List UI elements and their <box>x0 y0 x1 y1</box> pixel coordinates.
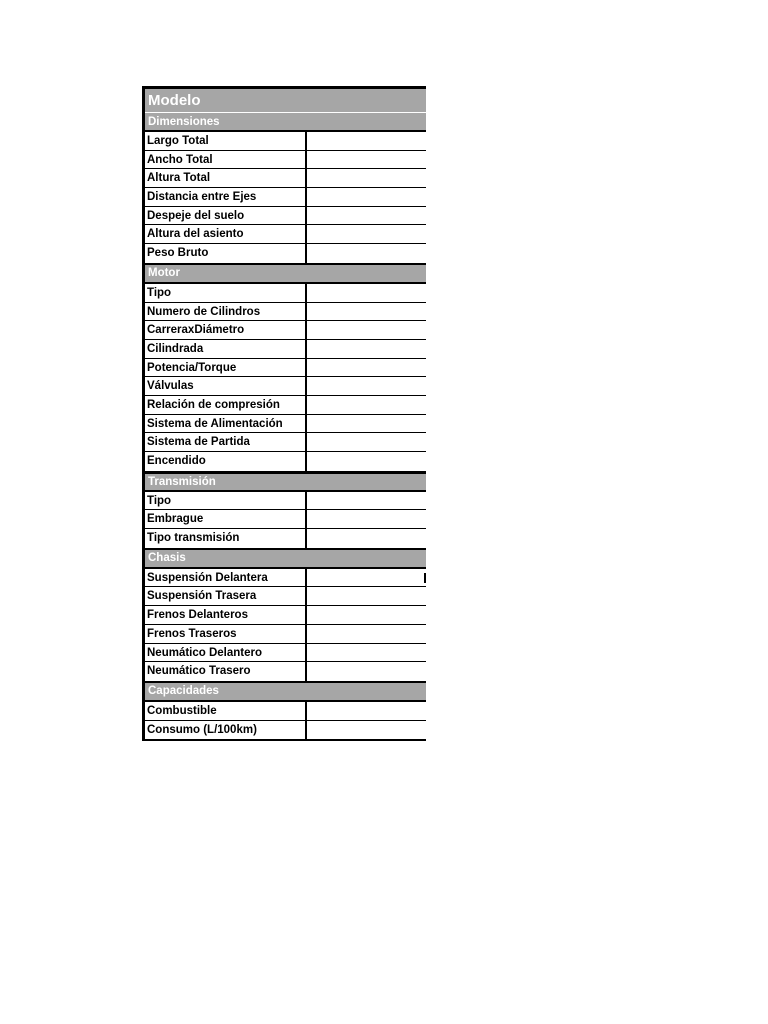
table-row <box>145 569 426 588</box>
table-row <box>145 721 426 740</box>
row-value <box>307 188 426 206</box>
section-dimensiones <box>145 113 426 263</box>
row-label: Peso Bruto <box>145 244 307 263</box>
row-label: Altura del asiento <box>145 225 307 243</box>
row-value <box>307 492 426 510</box>
row-label: Frenos Delanteros <box>145 606 307 624</box>
row-value <box>307 606 426 624</box>
row-value <box>307 284 426 302</box>
section-motor <box>145 263 426 471</box>
table-row <box>145 303 426 322</box>
row-value <box>307 169 426 187</box>
row-label: Sistema de Alimentación <box>145 415 307 433</box>
row-label: Potencia/Torque <box>145 359 307 377</box>
row-label: Neumático Trasero <box>145 662 307 681</box>
row-value <box>307 340 426 358</box>
table-row <box>145 169 426 188</box>
row-label: Sistema de Partida <box>145 433 307 451</box>
row-value <box>307 244 426 263</box>
row-label: Numero de Cilindros <box>145 303 307 321</box>
section-header: Dimensiones <box>145 113 426 132</box>
row-label: Encendido <box>145 452 307 471</box>
table-row <box>145 662 426 681</box>
row-label: Tipo <box>145 284 307 302</box>
row-value <box>307 132 426 150</box>
row-value <box>307 702 426 720</box>
row-label: Tipo transmisión <box>145 529 307 548</box>
row-value <box>307 303 426 321</box>
row-label: Tipo <box>145 492 307 510</box>
row-label: Frenos Traseros <box>145 625 307 643</box>
row-label: Neumático Delantero <box>145 644 307 662</box>
spec-sheet <box>142 86 426 741</box>
table-row <box>145 377 426 396</box>
section-header: Chasis <box>145 548 426 569</box>
row-label: Despeje del suelo <box>145 207 307 225</box>
row-label: CarreraxDiámetro <box>145 321 307 339</box>
row-value <box>307 452 426 471</box>
row-label: Suspensión Delantera <box>145 569 307 587</box>
table-row <box>145 396 426 415</box>
row-value <box>307 151 426 169</box>
row-label: Altura Total <box>145 169 307 187</box>
section-capacidades <box>145 681 426 739</box>
table-row <box>145 244 426 263</box>
table-row <box>145 510 426 529</box>
row-label: Válvulas <box>145 377 307 395</box>
sheet-title: Modelo <box>145 89 426 113</box>
row-value <box>307 625 426 643</box>
table-row <box>145 587 426 606</box>
table-row <box>145 151 426 170</box>
row-value <box>307 662 426 681</box>
row-value <box>307 321 426 339</box>
table-row <box>145 284 426 303</box>
table-row <box>145 321 426 340</box>
table-row <box>145 340 426 359</box>
row-label: Ancho Total <box>145 151 307 169</box>
row-value <box>307 225 426 243</box>
table-row <box>145 606 426 625</box>
row-value <box>307 587 426 605</box>
row-value <box>307 721 426 740</box>
row-label: Cilindrada <box>145 340 307 358</box>
table-row <box>145 702 426 721</box>
row-label: Combustible <box>145 702 307 720</box>
row-value <box>307 415 426 433</box>
table-row <box>145 359 426 378</box>
row-value <box>307 510 426 528</box>
table-row <box>145 625 426 644</box>
table-row <box>145 433 426 452</box>
row-value <box>307 569 426 587</box>
section-transmision <box>145 471 426 548</box>
table-row <box>145 225 426 244</box>
table-row <box>145 452 426 471</box>
row-label: Relación de compresión <box>145 396 307 414</box>
section-chasis <box>145 548 426 681</box>
row-label: Largo Total <box>145 132 307 150</box>
table-row <box>145 644 426 663</box>
row-value <box>307 529 426 548</box>
table-row <box>145 529 426 548</box>
row-value <box>307 396 426 414</box>
row-value <box>307 644 426 662</box>
clipped-text-mark <box>424 573 426 583</box>
row-label: Distancia entre Ejes <box>145 188 307 206</box>
row-value <box>307 207 426 225</box>
section-header: Capacidades <box>145 681 426 702</box>
table-row <box>145 415 426 434</box>
table-row <box>145 188 426 207</box>
table-row <box>145 207 426 226</box>
row-value <box>307 377 426 395</box>
row-value <box>307 359 426 377</box>
row-label: Suspensión Trasera <box>145 587 307 605</box>
table-row <box>145 492 426 511</box>
table-row <box>145 132 426 151</box>
section-header: Transmisión <box>145 471 426 492</box>
section-header: Motor <box>145 263 426 284</box>
row-value <box>307 433 426 451</box>
row-label: Embrague <box>145 510 307 528</box>
row-label: Consumo (L/100km) <box>145 721 307 740</box>
